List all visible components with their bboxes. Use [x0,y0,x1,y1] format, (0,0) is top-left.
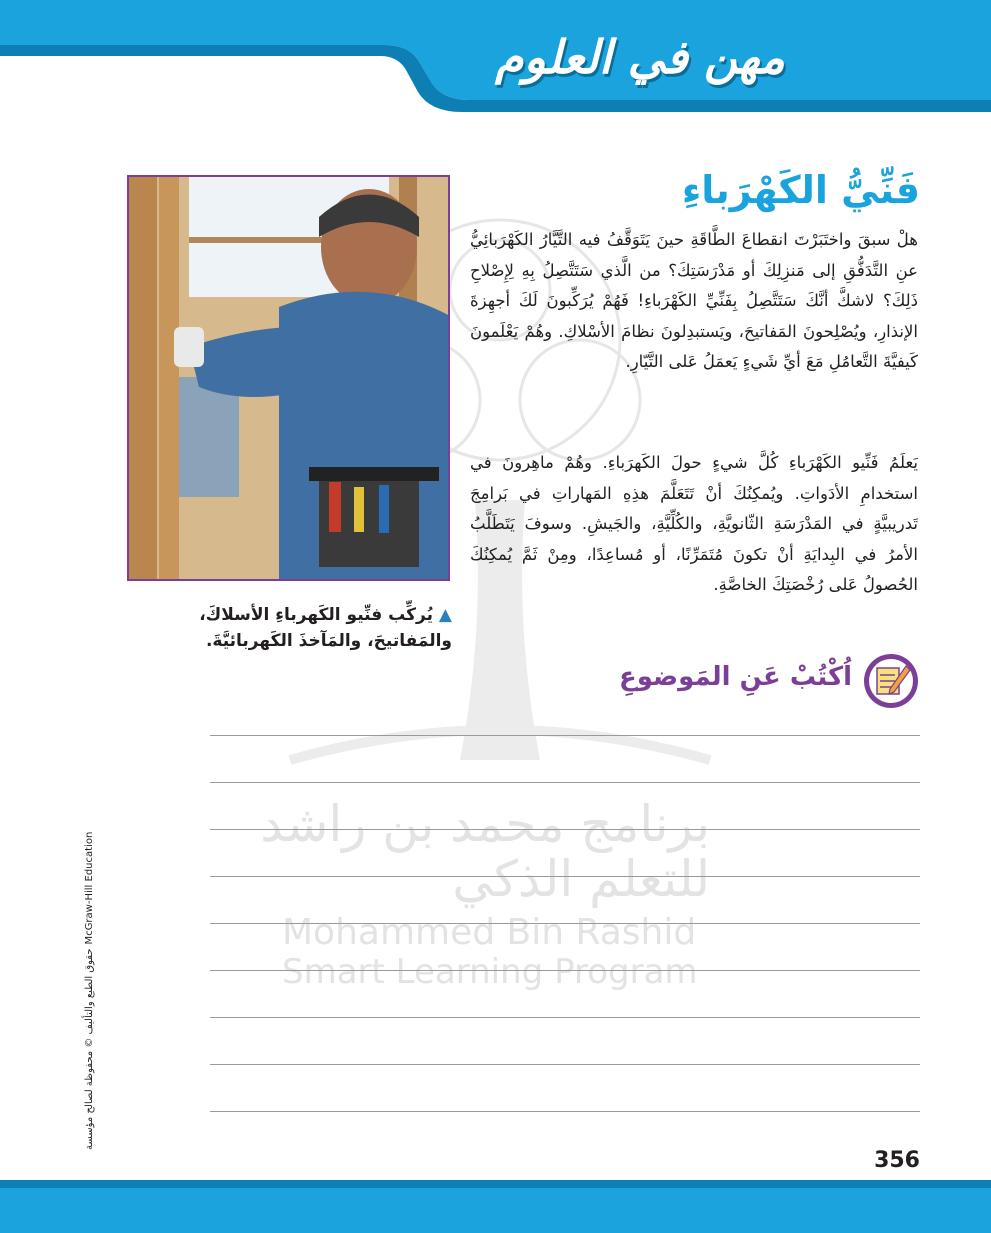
article-title: فَنِّيُّ الكَهْرَباءِ [681,168,920,212]
writing-lines[interactable] [210,735,920,1115]
page-number: 356 [874,1148,920,1173]
header-banner [0,0,991,112]
watermark-arabic-line1: برنامج محمد بن راشد [260,795,710,853]
footer-stripe [0,1180,991,1188]
writing-line[interactable] [210,829,920,830]
writing-line[interactable] [210,923,920,924]
write-section-label: اُكْتُبْ عَنِ المَوضوعِ [618,662,852,692]
writing-line[interactable] [210,1017,920,1018]
side-copyright-english: McGraw-Hill Education [84,831,95,945]
watermark-arabic-line2: للتعلم الذكي [452,850,710,908]
caption-marker-icon: ▲ [438,605,452,625]
electrician-illustration [129,177,450,581]
writing-line[interactable] [210,1064,920,1065]
footer-band [0,1180,991,1233]
writing-line[interactable] [210,1111,920,1112]
watermark-english-line1: Mohammed Bin Rashid [282,912,697,953]
side-copyright-arabic: حقوق الطبع والتأليف © محفوظة لصالح مؤسسة [84,948,95,1150]
writing-line[interactable] [210,876,920,877]
writing-line[interactable] [210,782,920,783]
photo-caption [180,602,452,654]
caption-text: يُركِّب فنِّيو الكَهرباءِ الأسلاكَ، والمَفاتيحَ، والمَآخذَ الكَهربائيَّةَ. [199,605,452,651]
electrician-photo [127,175,450,581]
writing-line[interactable] [210,970,920,971]
write-section-heading [618,650,920,714]
writing-line[interactable] [210,735,920,736]
article-paragraph-1: هلْ سبقَ واختَبَرْتَ انقطاعَ الطَّاقَةِ حينَ يَتَوَقَّفُ فيه التَّيَّارُ الكَهْرَبائِيُّ عنِ التَّدَفُّقِ إلى مَنزِلِكَ أو مَدْرَسَتِكَ؟ من الَّذي سَتَتَّصِلُ بِهِ لِإِصْلاحِ ذَلِكَ؟ لاشكَّ أنَّكَ سَتَتَّصِلُ بِفَنِّيِّ الكَهْرَباءِ! فَهُمْ يُرَكِّبونَ لَكَ أجهِزةَ الإنذارِ، ويُصْلِحونَ المَفاتيحَ، ويَستبدِلونَ نظامَ الأسْلاكِ. وهُمْ يَعْلَمونَ كَيفيَّةَ التَّعامُلِ مَعَ أيِّ شَيءٍ يَعمَلُ عَلى التَّيّارِ. [470,230,918,371]
article-paragraph-2: يَعلَمُ فَنِّيو الكَهْرَباءِ كُلَّ شيءٍ حولَ الكَهرَباءِ. وهُمْ ماهِرونَ في استخدامِ الأدَواتِ. ويُمكِنُكَ أنْ تَتَعَلَّمَ هذِهِ المَهاراتِ في بَرامِجَ تَدريبيَّةٍ في المَدْرَسَةِ الثّانويَّةِ، والكُلِّيَّةِ، والجَيشِ. وسوفَ يَتَطَلَّبُ الأمرُ في البِدايَةِ أنْ تكونَ مُتَمَرِّنًا، أو مُساعِدًا، ومِنْ ثَمَّ يُمكِنُكَ الحُصولُ عَلى رُخْصَتِكَ الخاصَّةِ. [470,453,918,594]
writing-pencil-icon [862,652,920,710]
page-title: مهن في العلوم [495,30,785,84]
side-copyright [84,831,104,1150]
watermark-english-line2: Smart Learning Program [282,952,698,992]
